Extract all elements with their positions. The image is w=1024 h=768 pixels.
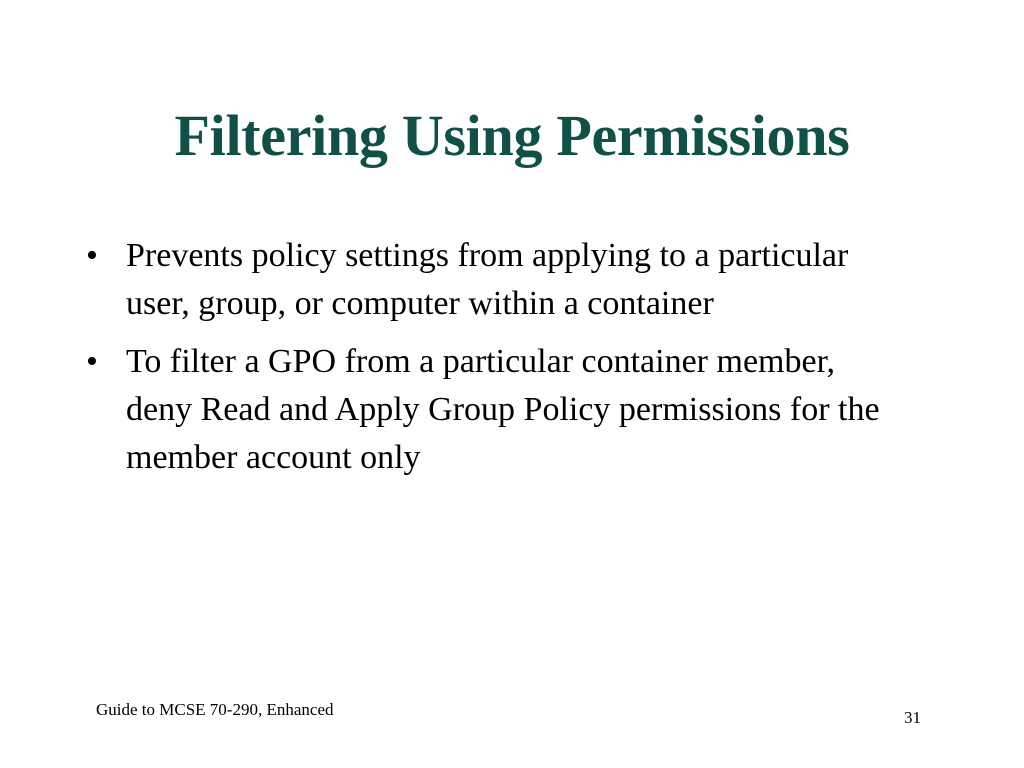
bullet-text: To filter a GPO from a particular container member, deny Read and Apply Group Policy permissions for the member account only bbox=[126, 343, 880, 476]
bullet-item bbox=[86, 338, 886, 482]
bullet-text: Prevents policy settings from applying to a particular user, group, or computer within a container bbox=[126, 237, 849, 322]
bullet-marker: • bbox=[86, 343, 98, 380]
bullet-list bbox=[86, 232, 886, 492]
footer-text: Guide to MCSE 70-290, Enhanced bbox=[96, 700, 334, 719]
bullet-item bbox=[86, 232, 886, 328]
slide-title: Filtering Using Permissions bbox=[174, 103, 850, 168]
bullet-marker: • bbox=[86, 237, 98, 274]
page-number: 31 bbox=[904, 708, 921, 727]
